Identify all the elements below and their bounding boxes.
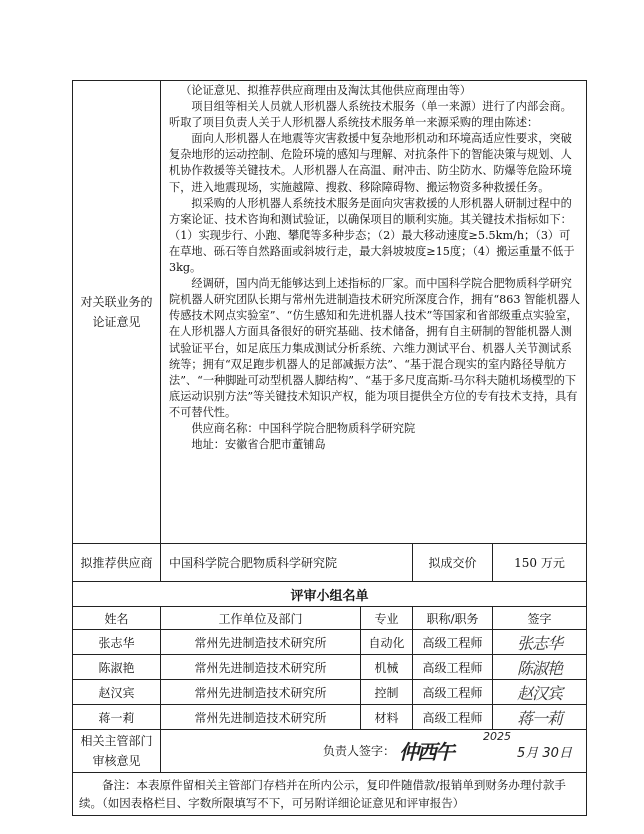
member-title: 高级工程师 [413, 680, 493, 705]
opinion-hint: （论证意见、拟推荐供应商理由及淘汰其他供应商理由等） [180, 84, 472, 97]
member-name: 赵汉宾 [73, 680, 161, 705]
supplier-name: 中国科学院合肥物质科学研究院 [161, 544, 413, 582]
member-title: 高级工程师 [413, 705, 493, 730]
col-header-name: 姓名 [73, 607, 161, 630]
price-value: 150 万元 [493, 544, 587, 582]
member-name: 陈淑艳 [73, 655, 161, 680]
member-org: 常州先进制造技术研究所 [161, 630, 361, 655]
member-major: 控制 [361, 680, 413, 705]
table-row [73, 655, 587, 680]
member-signature [493, 630, 587, 655]
col-header-org: 工作单位及部门 [161, 607, 361, 630]
review-label-line2: 审核意见 [92, 754, 141, 768]
panel-title: 评审小组名单 [73, 582, 587, 607]
opinion-label-cell [73, 81, 161, 544]
member-org: 常州先进制造技术研究所 [161, 705, 361, 730]
opinion-paragraph-3: 拟采购的人形机器人系统技术服务是面向灾害救援的人形机器人研制过程中的方案论证、技术咨询和测试验证，以确保项目的顺利实施。其关键技术指标如下：（1）实现步行、小跑、攀爬等多种步态；（2）最大移动速度≥5.5km/h；（3）可在草地、砾石等自然路面或斜坡行走，最大斜坡坡度≥15度；（4）搬运重量不低于3kg。 [169, 196, 575, 275]
opinion-paragraph-4: 经调研，国内尚无能够达到上述指标的厂家。而中国科学院合肥物质科学研究院机器人研究团队长期与常州先进制造技术研究所深度合作，拥有“863 智能机器人传感技术网点实验室”、“仿生感知和先进机器人技术”等国家和省部级重点实验室，在人形机器人方面具备很好的研究基础、技术储备，拥有自主研制的智能机器人测试验证平台，如足底压力集成测试分析系统、六维力测试平台、机器人关节测试系统等；拥有“双足跑步机器人的足部减振方法”、“基于混合现实的室内路径导航方法”、“一种脚趾可动型机器人脚结构”、“基于多尺度高斯-马尔科夫随机场模型的下底运动识别方法”等关键技术知识产权，能为项目提供全方位的专有技术支持，具有不可替代性。 [169, 277, 581, 419]
supplier-row [73, 544, 587, 582]
vendor-name-line: 供应商名称：中国科学院合肥物质科学研究院 [191, 421, 416, 435]
member-signature [493, 705, 587, 730]
member-title: 高级工程师 [413, 655, 493, 680]
signature-date: 5月 30日 [517, 746, 572, 761]
handwritten-signature: 陈淑艳 [517, 658, 563, 678]
member-major: 机械 [361, 655, 413, 680]
supplier-label: 拟推荐供应商 [73, 544, 161, 582]
member-signature [493, 680, 587, 705]
member-org: 常州先进制造技术研究所 [161, 680, 361, 705]
procurement-form-table [72, 80, 587, 816]
signature-year: 2025 [483, 730, 511, 743]
review-content-cell [161, 730, 587, 773]
panel-title-row [73, 582, 587, 607]
member-major: 材料 [361, 705, 413, 730]
note-row [73, 773, 587, 816]
opinion-paragraph-2: 面向人形机器人在地震等灾害救援中复杂地形机动和环境高适应性要求，突破复杂地形的运动控制、危险环境的感知与理解、对抗条件下的智能决策与规划、人机协作救援等关键技术。人形机器人在高温、耐冲击、防尘防水、防爆等危险环境下，进入地震现场，实施越障、搜救、移除障碍物、搬运物资多种救援任务。 [169, 132, 572, 194]
handwritten-signature: 赵汉宾 [517, 683, 563, 703]
review-label-cell [73, 730, 161, 773]
review-label-line1: 相关主管部门 [80, 734, 153, 748]
opinion-paragraph-1: 项目组等相关人员就人形机器人系统技术服务（单一来源）进行了内部会商。听取了项目负责人关于人形机器人系统技术服务单一来源采购的理由陈述： [169, 100, 572, 130]
opinion-label-line1: 对关联业务的 [80, 295, 153, 309]
price-label: 拟成交价 [413, 544, 493, 582]
member-major: 自动化 [361, 630, 413, 655]
handwritten-signature: 张志华 [517, 633, 563, 653]
opinion-content-cell [161, 81, 587, 544]
note-text [73, 773, 587, 816]
member-name: 张志华 [73, 630, 161, 655]
opinion-row [73, 81, 587, 544]
table-row [73, 630, 587, 655]
col-header-sign: 签字 [493, 607, 587, 630]
handwritten-signature: 蒋一莉 [517, 708, 563, 728]
supervisor-signature: 仲西午 [399, 740, 453, 764]
member-signature [493, 655, 587, 680]
opinion-label-line2: 论证意见 [92, 315, 141, 329]
member-title: 高级工程师 [413, 630, 493, 655]
table-row [73, 705, 587, 730]
signer-label: 负责人签字： [323, 744, 396, 758]
col-header-title: 职称/职务 [413, 607, 493, 630]
member-org: 常州先进制造技术研究所 [161, 655, 361, 680]
note-content: 备注：本表原件留相关主管部门存档并在所内公示，复印件随借款/报销单到财务办理付款手续。（如因表格栏目、字数所限填写不下，可另附详细论证意见和评审报告） [79, 778, 566, 810]
member-name: 蒋一莉 [73, 705, 161, 730]
review-row [73, 730, 587, 773]
vendor-address-line: 地址：安徽省合肥市董铺岛 [191, 438, 326, 452]
panel-header-row [73, 607, 587, 630]
table-row [73, 680, 587, 705]
col-header-major: 专业 [361, 607, 413, 630]
